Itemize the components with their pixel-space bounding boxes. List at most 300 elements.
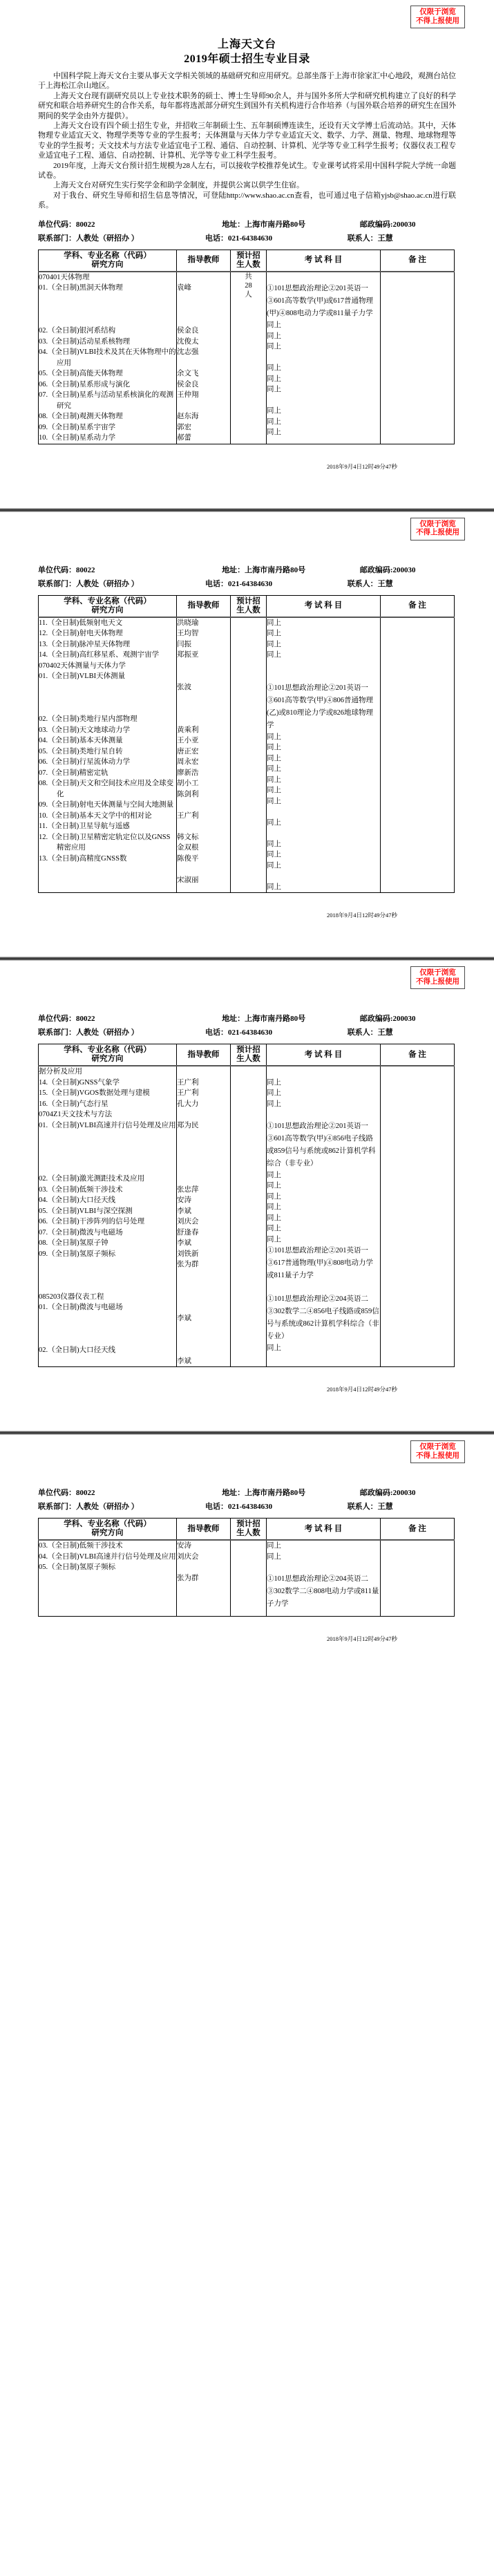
advisor-name: 袁峰: [177, 284, 191, 292]
advisor-name: 侯金良: [177, 380, 199, 388]
advisor-name: 李斌: [177, 1357, 191, 1365]
col-header-discipline-line1: 学科、专业名称（代码）: [64, 1520, 151, 1529]
page-2: [0, 512, 494, 943]
research-direction: 03.（全日制)低频干涉技术: [39, 1185, 123, 1194]
quota-empty: [231, 1066, 266, 1075]
col-header-advisor: 指导教师: [177, 1519, 231, 1541]
line-spacer: [267, 352, 380, 364]
research-directions-cell: [39, 272, 177, 444]
research-direction: 04.（全日制)基本天体测量: [39, 737, 123, 745]
research-direction: 11.（全日制)卫星导航与遥感: [39, 822, 130, 831]
table-header-row: [39, 595, 455, 617]
advisor-name: 宋淑丽: [177, 876, 199, 884]
col-header-discipline: [39, 1519, 177, 1541]
line-spacer: [177, 714, 230, 725]
intro-paragraph-2: 上海天文台现有副研究员以上专业技术职务的硕士、博士生导师90余人，并与国外多所大学和研究机构建立了良好的科学研究和联合培养研究生的合作关系，每年都将选派部分研究生到国外有关机构进行合作培养（与国外联合培养的研究生在国外期间的奖学金由外方提供）。: [38, 91, 456, 120]
major-name: 070402天体测量与天体力学: [39, 661, 126, 670]
address: 地址：上海市南丹路80号: [222, 1015, 306, 1024]
advisor-name: 张波: [177, 683, 191, 691]
col-header-exam-subjects: 考 试 科 目: [267, 595, 381, 617]
line-spacer: [267, 661, 380, 672]
research-direction: 07.（全日制)精密定轨: [39, 769, 108, 777]
stamp-line-1: 仅限于浏览: [419, 969, 456, 977]
research-direction: 13.（全日制)脉冲星天体物理: [39, 640, 131, 648]
research-direction: 12.（全日制)卫星精密定轨定位以及GNSS精密应用: [39, 833, 171, 852]
line-spacer: [39, 1595, 176, 1606]
col-header-discipline-line1: 学科、专业名称（代码）: [64, 251, 151, 260]
advisor-name: 侯金良: [177, 327, 199, 335]
research-directions-cell: [39, 1066, 177, 1367]
contact-phone: 电话：021-64384630: [205, 234, 273, 243]
exam-subject: 同上: [267, 1203, 281, 1212]
table-head: [39, 1519, 455, 1541]
quota-cell: [231, 272, 267, 444]
line-spacer: [39, 315, 176, 326]
remarks-cell: [381, 617, 455, 893]
contact-info-block: [38, 563, 456, 591]
unit-code: 单位代码：80022: [38, 565, 95, 574]
advisor-name: 李斌: [177, 1207, 191, 1215]
line-spacer: [39, 1142, 176, 1153]
contact-row: [38, 1012, 456, 1026]
advisor-name: 王小亚: [177, 737, 199, 745]
quota-empty: [231, 618, 266, 627]
advisor-name: 周永宏: [177, 758, 199, 767]
exam-subject: 同上: [267, 651, 281, 659]
intro-paragraph-6: 对于我台、研究生导师和招生信息等情况，可登陆http://www.shao.ac.cn查看，也可通过电子信箱yjsb@shao.ac.cn进行联系。: [38, 191, 456, 210]
exam-subject: 同上: [267, 1552, 281, 1561]
col-header-quota-line1: 预计招: [236, 251, 260, 260]
table-body: [39, 272, 455, 444]
top-spacer: [38, 520, 456, 556]
top-spacer: [38, 1443, 456, 1479]
table-head: [39, 1044, 455, 1066]
research-direction: 04.（全日制)VLBI高速并行信号处理及应用: [39, 1552, 176, 1561]
line-spacer: [39, 1259, 176, 1270]
advisor-name: 黄乘利: [177, 726, 199, 734]
stamp-line-2: 不得上报使用: [416, 17, 459, 25]
quota-cell: [231, 1540, 267, 1616]
contact-department: 联系部门：人教处（研招办 ）: [38, 234, 139, 243]
line-spacer: [267, 1282, 380, 1293]
generation-timestamp: 2018年9月4日12时49分47秒: [326, 1635, 397, 1642]
contact-row: [38, 232, 456, 245]
col-header-remarks: 备 注: [381, 1044, 455, 1066]
contact-department: 联系部门：人教处（研招办 ）: [38, 1028, 139, 1037]
quota-char-2: 人: [245, 290, 252, 299]
advisor-name: 郑振亚: [177, 651, 199, 659]
advisor-name: 陈剑利: [177, 790, 199, 798]
line-spacer: [39, 1335, 176, 1346]
exam-subject: 同上: [267, 765, 281, 773]
program-catalog-table: [38, 250, 455, 444]
research-direction: 04.（全日制)大口径天线: [39, 1196, 116, 1205]
exam-subject: ①101思想政治理论②201英语一③601高等数学(甲)④806普通物理(乙)或810理论力学或826地球物理学: [267, 684, 373, 729]
page-subtitle: 2019年硕士招生专业目录: [184, 53, 310, 65]
exam-subject: 同上: [267, 754, 281, 762]
col-header-remarks: 备 注: [381, 595, 455, 617]
research-direction: 09.（全日制)氢原子频标: [39, 1250, 116, 1258]
table-body: [39, 1066, 455, 1367]
advisor-name: 金双根: [177, 844, 199, 852]
research-direction: 06.（全日制)干涉阵列的信号处理: [39, 1218, 145, 1226]
advisors-cell: [177, 617, 231, 893]
line-spacer: [177, 1281, 230, 1292]
col-header-discipline: [39, 595, 177, 617]
research-direction: 07.（全日制)微波与电磁场: [39, 1228, 123, 1237]
contact-person: 联系人：王慧: [347, 1503, 393, 1512]
exam-subject: ①101思想政治理论②201英语一③601高等数学(甲)或617普通物理(甲)④808电动力学或811量子力学: [267, 285, 373, 318]
remarks-cell: [381, 272, 455, 444]
research-direction: 03.（全日制)低频干涉技术: [39, 1542, 123, 1550]
contact-row: [38, 1486, 456, 1500]
major-name: 085203仪器仪表工程: [39, 1292, 104, 1301]
line-spacer: [177, 821, 230, 832]
stamp-line-1: 仅限于浏览: [419, 1443, 456, 1451]
advisor-name: 王仲翔: [177, 391, 199, 399]
line-spacer: [267, 1066, 380, 1078]
exam-subject: 同上: [267, 1542, 281, 1550]
research-direction: 01.（全日制)黑洞天体物理: [39, 284, 123, 292]
exam-subject: 同上: [267, 744, 281, 752]
page-tail: [38, 919, 456, 943]
advisor-name: 李斌: [177, 1314, 191, 1322]
contact-row: [38, 563, 456, 577]
address: 地址：上海市南丹路80号: [222, 220, 306, 229]
exam-subject: 同上: [267, 861, 281, 869]
exam-subject: 同上: [267, 1225, 281, 1233]
advisor-name: [177, 1109, 230, 1120]
table-head: [39, 595, 455, 617]
exam-subject: 同上: [267, 1235, 281, 1243]
advisor-name: [177, 671, 230, 682]
research-direction: 06.（全日制)星系形成与演化: [39, 380, 131, 388]
line-spacer: [177, 1583, 230, 1595]
col-header-quota: [231, 250, 267, 272]
contact-row: [38, 1026, 456, 1040]
remarks-cell: [381, 1540, 455, 1616]
line-spacer: [39, 1324, 176, 1335]
col-header-quota-line2: 生人数: [236, 605, 260, 614]
table-row: [39, 1540, 455, 1616]
intro-paragraph-5: 上海天文台对研究生实行奖学金和助学金制度，并提供公寓以供学生住宿。: [53, 181, 304, 190]
advisor-name: 廖新浩: [177, 769, 199, 777]
contact-info-block: [38, 1012, 456, 1040]
contact-person: 联系人：王慧: [347, 234, 393, 243]
col-header-discipline-line2: 研究方向: [91, 1529, 124, 1538]
research-direction: 05.（全日制)类地行星自转: [39, 747, 123, 755]
program-catalog-table: [38, 1044, 455, 1367]
page-gap: [0, 943, 494, 957]
table-body: [39, 1540, 455, 1616]
address: 地址：上海市南丹路80号: [222, 1489, 306, 1498]
exam-subject: ①101思想政治理论②204英语二③302数学二④856电子线路或859信号与系统或862计算机学科综合（非专业）: [267, 1295, 379, 1340]
stamp-line-2: 不得上报使用: [416, 529, 459, 537]
col-header-advisor: 指导教师: [177, 1044, 231, 1066]
advisor-name: 刘庆会: [177, 1218, 199, 1226]
line-spacer: [177, 800, 230, 811]
exam-subject: 同上: [267, 417, 281, 426]
table-header-row: [39, 1519, 455, 1541]
exam-subject: 同上: [267, 851, 281, 859]
col-header-quota-line2: 生人数: [236, 1529, 260, 1538]
col-header-exam-subjects: 考 试 科 目: [267, 1519, 381, 1541]
postal-code: 邮政编码:200030: [359, 565, 416, 574]
col-header-quota-line2: 生人数: [236, 1055, 260, 1064]
line-spacer: [267, 1562, 380, 1573]
col-header-quota-line1: 预计招: [236, 1046, 260, 1055]
top-spacer: [38, 969, 456, 1005]
line-spacer: [177, 1345, 230, 1356]
research-direction: 12.（全日制)射电天体物理: [39, 630, 123, 638]
stamp-line-1: 仅限于浏览: [419, 8, 456, 16]
line-spacer: [177, 1335, 230, 1346]
col-header-advisor: 指导教师: [177, 250, 231, 272]
col-header-quota: [231, 1044, 267, 1066]
col-header-discipline-line1: 学科、专业名称（代码）: [64, 596, 151, 605]
advisor-name: 刘铁新: [177, 1250, 199, 1258]
line-spacer: [177, 1163, 230, 1174]
research-directions-cell: [39, 617, 177, 893]
exam-subject: 同上: [267, 840, 281, 848]
exam-subject: 同上: [267, 386, 281, 394]
intro-paragraph-3: 上海天文台设有四个硕士招生专业，并招收三年制硕士生、五年制硕博连读生，还设有天文学博士后流动站。其中，天体物理专业适宜天文、物理学类等专业的学生报考；天体测量与天体力学专业适宜天文、数学、力学、测量、物理、地球物理等专业的学生报考；天文技术与方法专业适宜电子工程、通信、自动控制、计算机、光学等专业工科学生报考；仪器仪表工程专业适宜电子工程、通信、自动控制、计算机、光学等专业工科学生报考。: [38, 122, 456, 160]
research-direction: 01.（全日制)VLBI天体测量: [39, 673, 126, 681]
line-spacer: [177, 358, 230, 369]
col-header-quota-line2: 生人数: [236, 260, 260, 269]
line-spacer: [39, 682, 176, 693]
contact-phone: 电话：021-64384630: [205, 1503, 273, 1512]
page-tail: [38, 1643, 456, 1666]
research-direction: 据分析及应用: [39, 1068, 82, 1076]
advisors-cell: [177, 1066, 231, 1367]
quota-cell: [231, 617, 267, 893]
research-direction: 03.（全日制)活动星系核物理: [39, 337, 131, 346]
research-direction: 10.（全日制)星系动力学: [39, 434, 116, 442]
exam-subjects-cell: [267, 272, 381, 444]
line-spacer: [177, 661, 230, 672]
col-header-quota: [231, 1519, 267, 1541]
exam-subject: 同上: [267, 818, 281, 827]
exam-subject: 同上: [267, 883, 281, 891]
line-spacer: [267, 807, 380, 818]
research-direction: 02.（全日制)类地行星内部物理: [39, 715, 137, 724]
advisor-name: 沈俊太: [177, 337, 199, 346]
advisor-name: 王广利: [177, 1089, 199, 1098]
research-direction: 02.（全日制)大口径天线: [39, 1346, 116, 1355]
exam-subject: 同上: [267, 1214, 281, 1222]
address: 地址：上海市南丹路80号: [222, 565, 306, 574]
page-1: [0, 0, 494, 494]
col-header-advisor: 指导教师: [177, 595, 231, 617]
page-title: 上海天文台: [217, 39, 276, 50]
page-gap: [0, 1417, 494, 1431]
advisor-name: 郑为民: [177, 1121, 199, 1129]
view-only-stamp: [410, 1440, 465, 1463]
advisor-name: 刘庆会: [177, 1552, 199, 1561]
advisor-name: 王均智: [177, 630, 199, 638]
contact-person: 联系人：王慧: [347, 579, 393, 588]
table-head: [39, 250, 455, 272]
research-direction: 03.（全日制)天文地球动力学: [39, 726, 131, 734]
exam-subject: ①101思想政治理论②201英语一③617普通物理(甲)④808电动力学或811量子力学: [267, 1247, 373, 1280]
line-spacer: [177, 1270, 230, 1281]
advisor-name: [177, 1066, 230, 1078]
advisor-name: 王广利: [177, 1078, 199, 1087]
col-header-exam-subjects: 考 试 科 目: [267, 250, 381, 272]
page-4: [0, 1435, 494, 1666]
exam-subject: 同上: [267, 1078, 281, 1087]
quota-char-1: 28: [245, 281, 252, 290]
major-name: 0704Z1天文技术与方法: [39, 1111, 113, 1119]
research-direction: 01.（全日制)VLBI高速并行信号处理及应用: [39, 1121, 176, 1129]
line-spacer: [39, 693, 176, 704]
table-header-row: [39, 1044, 455, 1066]
view-only-stamp: [410, 6, 465, 28]
research-direction: 04.（全日制)VLBI技术及其在天体物理中的应用: [39, 348, 176, 367]
research-direction: 13.（全日制)高精度GNSS数: [39, 854, 127, 863]
page-3: [0, 961, 494, 1417]
col-header-quota-line1: 预计招: [236, 1520, 260, 1529]
quota-empty: [231, 1541, 266, 1550]
exam-subject: 同上: [267, 1192, 281, 1201]
generation-timestamp: 2018年9月4日12时49分47秒: [326, 912, 397, 919]
intro-text: [38, 71, 456, 211]
line-spacer: [39, 1270, 176, 1281]
research-directions-cell: [39, 1540, 177, 1616]
contact-info-block: [38, 1486, 456, 1514]
page-gap: [0, 494, 494, 508]
contact-row: [38, 218, 456, 232]
exam-subject: 同上: [267, 1100, 281, 1108]
exam-subject: 同上: [267, 343, 281, 351]
line-spacer: [177, 1605, 230, 1616]
exam-subject: 同上: [267, 640, 281, 648]
advisor-name: [177, 1302, 230, 1313]
contact-info-block: [38, 218, 456, 245]
line-spacer: [39, 304, 176, 315]
exam-subjects-cell: [267, 1066, 381, 1367]
quota-char-0: 共: [245, 272, 252, 281]
line-spacer: [177, 401, 230, 412]
exam-subject: 同上: [267, 630, 281, 638]
advisor-name: 张为群: [177, 1574, 199, 1582]
advisor-name: 陈俊平: [177, 854, 199, 863]
research-direction: 06.（全日制)行星流体动力学: [39, 758, 131, 767]
contact-department: 联系部门：人教处（研招办 ）: [38, 1503, 139, 1512]
contact-person: 联系人：王慧: [347, 1028, 393, 1037]
exam-subject: ①101思想政治理论②201英语一③601高等数学(甲)④856电子线路或859信号与系统或862计算机学科综合（非专业）: [267, 1122, 376, 1167]
exam-subjects-cell: [267, 617, 381, 893]
exam-subject: 同上: [267, 332, 281, 340]
line-spacer: [39, 294, 176, 305]
line-spacer: [39, 1583, 176, 1595]
view-only-stamp: [410, 518, 465, 540]
research-direction: 05.（全日制)VLBI与深空探测: [39, 1207, 133, 1215]
view-only-stamp: [410, 966, 465, 989]
col-header-discipline-line2: 研究方向: [91, 1055, 124, 1064]
postal-code: 邮政编码:200030: [359, 220, 416, 229]
unit-code: 单位代码：80022: [38, 220, 95, 229]
exam-subject: 同上: [267, 1182, 281, 1190]
line-spacer: [177, 1595, 230, 1606]
remarks-cell: [381, 1066, 455, 1367]
exam-subject: 同上: [267, 429, 281, 437]
col-header-quota: [231, 595, 267, 617]
advisor-name: 郝蕾: [177, 434, 191, 442]
line-spacer: [177, 294, 230, 305]
research-direction: 10.（全日制)基本天文学中的相对论: [39, 811, 152, 820]
table-row: [39, 617, 455, 893]
line-spacer: [177, 1324, 230, 1335]
contact-department: 联系部门：人教处（研招办 ）: [38, 579, 139, 588]
remarks-empty: [381, 1541, 454, 1552]
research-direction: 02.（全日制)银河系结构: [39, 327, 116, 335]
line-spacer: [177, 693, 230, 704]
research-direction: 08.（全日制)天文和空间技术应用及全球变化: [39, 780, 174, 798]
title-block: [38, 37, 456, 67]
contact-row: [38, 577, 456, 591]
line-spacer: [39, 1313, 176, 1324]
advisor-name: 沈志强: [177, 348, 199, 357]
line-spacer: [177, 1152, 230, 1163]
line-spacer: [177, 1142, 230, 1153]
table-header-row: [39, 250, 455, 272]
advisor-name: 舒逢春: [177, 1228, 199, 1237]
col-header-remarks: 备 注: [381, 250, 455, 272]
line-spacer: [267, 828, 380, 839]
research-direction: 15.（全日制)VGOS数据处理与建模: [39, 1089, 150, 1098]
quota-cell: [231, 1066, 267, 1367]
line-spacer: [39, 1163, 176, 1174]
exam-subject: ①101思想政治理论②204英语二③302数学二④808电动力学或811量子力学: [267, 1574, 379, 1608]
advisor-name: 余文飞: [177, 370, 199, 378]
exam-subject: 同上: [267, 1344, 281, 1352]
exam-subject: 同上: [267, 375, 281, 383]
contact-row: [38, 1500, 456, 1514]
line-spacer: [39, 1573, 176, 1584]
table-body: [39, 617, 455, 893]
advisor-name: 安涛: [177, 1196, 191, 1205]
advisor-name: 唐正宏: [177, 747, 199, 755]
line-spacer: [267, 671, 380, 682]
exam-subject: 同上: [267, 321, 281, 330]
exam-subject: 同上: [267, 787, 281, 795]
advisor-name: 张忠萍: [177, 1185, 199, 1194]
exam-subject: 同上: [267, 733, 281, 741]
program-catalog-table: [38, 1518, 455, 1617]
research-direction: 16.（全日制)气态行星: [39, 1100, 108, 1108]
col-header-discipline: [39, 1044, 177, 1066]
line-spacer: [177, 1131, 230, 1142]
exam-subject: 同上: [267, 1171, 281, 1179]
advisor-name: 韩文标: [177, 833, 199, 841]
research-direction: 14.（全日制)高红移星系、观测宇宙学: [39, 651, 160, 659]
unit-code: 单位代码：80022: [38, 1489, 95, 1498]
line-spacer: [267, 272, 380, 283]
research-direction: 05.（全日制)氢原子频标: [39, 1563, 116, 1572]
col-header-remarks: 备 注: [381, 1519, 455, 1541]
line-spacer: [39, 704, 176, 715]
research-direction: 09.（全日制)星系宇宙学: [39, 423, 116, 431]
advisor-name: 洪晓瑜: [177, 619, 199, 627]
research-direction: 05.（全日制)高能天体物理: [39, 370, 123, 378]
research-direction: 01.（全日制)微波与电磁场: [39, 1304, 123, 1312]
line-spacer: [177, 864, 230, 875]
remarks-empty: [381, 1066, 454, 1078]
exam-subjects-cell: [267, 1540, 381, 1616]
col-header-exam-subjects: 考 试 科 目: [267, 1044, 381, 1066]
